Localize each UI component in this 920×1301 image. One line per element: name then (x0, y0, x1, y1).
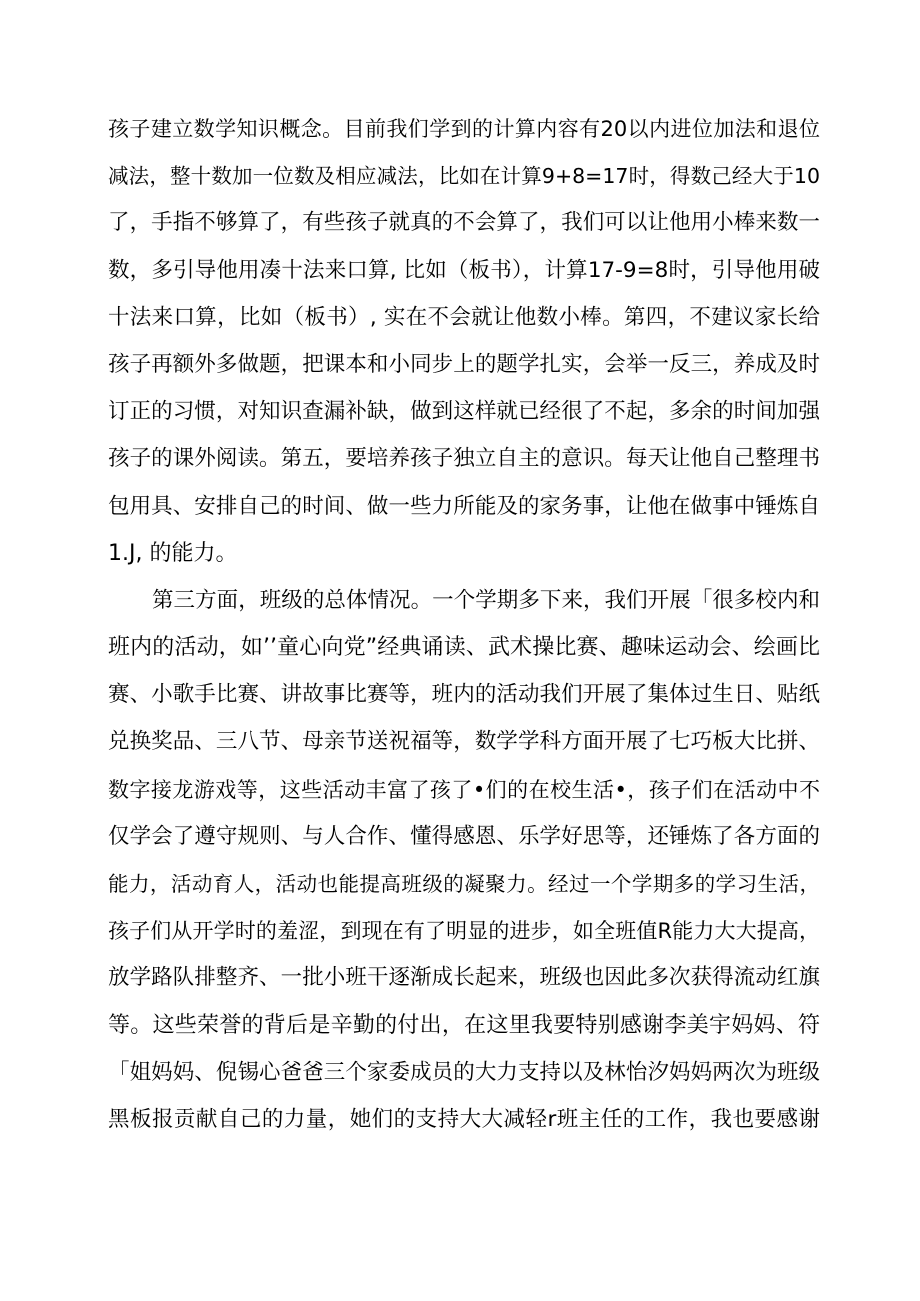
text-line: 赛、小歌手比赛、讲故事比赛等，班内的活动我们开展了集体过生日、贴纸 (108, 682, 820, 708)
body-text (108, 114, 820, 1152)
text-line: 黑板报贡献自己的力量，她们的支持大大减轻r班主任的工作，我也要感谢 (108, 1106, 820, 1132)
text-line: 减法，整十数加一位数及相应减法，比如在计算9+8=17时，得数己经大于10 (108, 164, 820, 189)
text-line: 「姐妈妈、倪锡心爸爸三个家委成员的大力支持以及林怡汐妈妈两次为班级 (108, 1059, 820, 1085)
text-line: 订正的习惯，对知识查漏补缺，做到这样就已经很了不起，多余的时间加强 (108, 399, 820, 425)
text-line: 仅学会了遵守规则、与人合作、懂得感恩、乐学好思等，还锤炼了各方面的 (108, 823, 820, 849)
text-line: 数字接龙游戏等，这些活动丰富了孩了•们的在校生活•，孩子们在活动中不 (108, 777, 820, 802)
text-line: 放学路队排整齐、一批小班干逐渐成长起来，班级也因此多次获得流动红旗 (108, 965, 820, 991)
text-line: 孩子建立数学知识概念。目前我们学到的计算内容有20以内进位加法和退位 (108, 117, 820, 141)
text-line: 等。这些荣誉的背后是辛勤的付出，在这里我要特别感谢李美宇妈妈、符 (108, 1012, 820, 1038)
text-line: 第三方面，班级的总体情况。一个学期多下来，我们开展「很多校内和 (152, 587, 820, 613)
text-line: 包用具、安排自己的时间、做一些力所能及的家务事，让他在做事中锤炼自 (108, 493, 820, 519)
text-line: 了，手指不够算了，有些孩子就真的不会算了，我们可以让他用小棒来数一 (108, 210, 820, 236)
text-line: 孩子的课外阅读。第五，要培养孩子独立自主的意识。每天让他自己整理书 (108, 446, 820, 472)
text-line: 兑换奖品、三八节、母亲节送祝福等，数学学科方面开展了七巧板大比拼、 (108, 729, 820, 755)
text-line: 能力，活动育人，活动也能提高班级的凝聚力。经过一个学期多的学习生活， (108, 872, 820, 896)
text-line: 孩子再额外多做题，把课本和小同步上的题学扎实，会举一反三，养成及时 (108, 351, 820, 377)
text-line: 1.J, 的能力。 (108, 540, 238, 566)
text-line: 十法来口算，比如（板书）, 实在不会就让他数小棒。第四，不建议家长给 (108, 304, 820, 330)
text-line: 孩子们从开学时的羞涩，到现在有了明显的进步，如全班值R能力大大提高， (108, 919, 820, 944)
text-line: 班内的活动，如’’童心向党”经典诵读、武术操比赛、趣味运动会、绘画比 (108, 635, 820, 661)
text-line: 数，多引导他用凑十法来口算, 比如（板书），计算17-9=8时，引导他用破 (108, 257, 820, 283)
